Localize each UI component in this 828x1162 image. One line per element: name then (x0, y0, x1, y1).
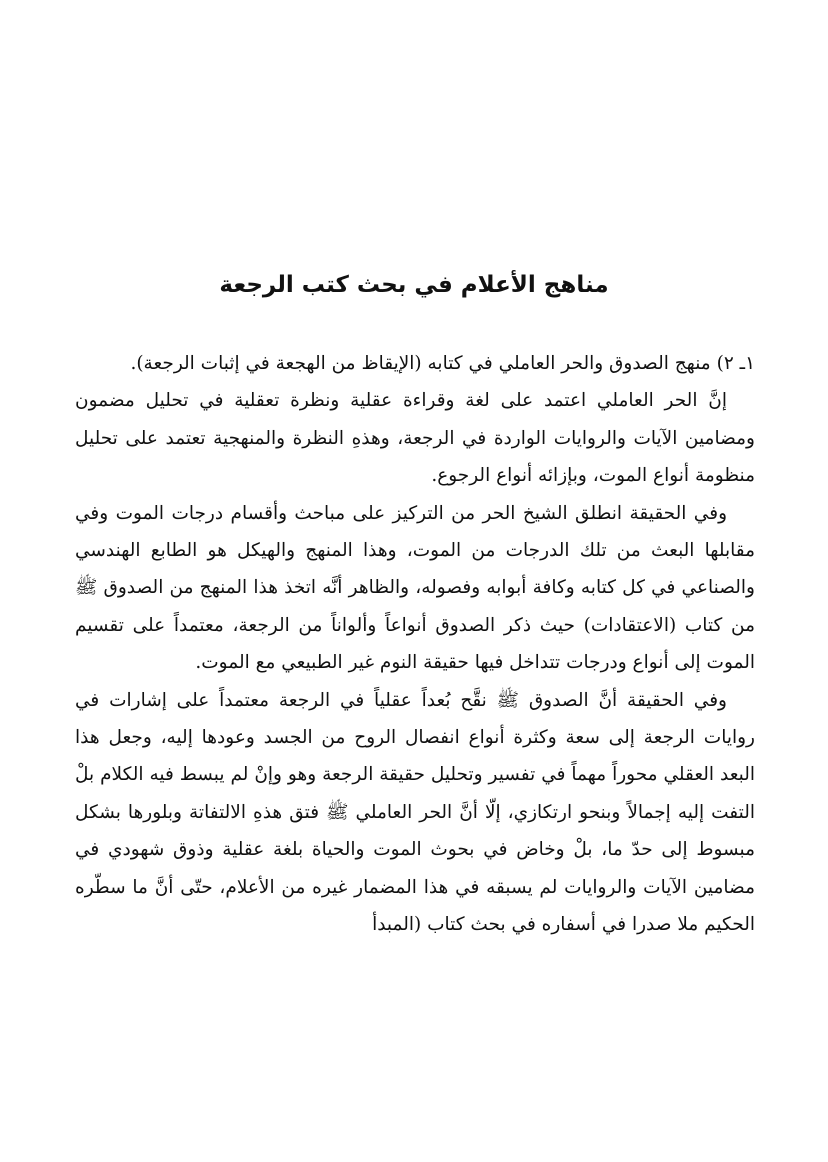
body-text (75, 345, 755, 944)
paragraph: وفي الحقيقة أنَّ الصدوق ﷺ نقَّح بُعداً عقلياً في الرجعة معتمداً على إشارات في روايات الرجعة إلى سعة وكثرة أنواع انفصال الروح من الجسد وعودها إليه، وجعل هذا البعد العقلي محوراً مهماً في تفسير وتحليل حقيقة الرجعة وهو وإنْ لم يبسط فيه الكلام بلْ التفت إليه إجمالاً وبنحو ارتكازي، إلّا أنَّ الحر العاملي ﷺ فتق هذهِ الالتفاتة وبلورها بشكل مبسوط إلى حدّ ما، بلْ وخاض في بحوث الموت والحياة بلغة عقلية وذوق شهودي في مضامين الآيات والروايات لم يسبقه في هذا المضمار غيره من الأعلام، حتّى أنَّ ما سطّره الحكيم ملا صدرا في أسفاره في بحث كتاب (المبدأ (75, 689, 755, 936)
paragraph: وفي الحقيقة انطلق الشيخ الحر من التركيز على مباحث وأقسام درجات الموت وفي مقابلها البعث من تلك الدرجات من الموت، وهذا المنهج والهيكل هو الطابع الهندسي والصناعي في كل كتابه وكافة أبوابه وفصوله، والظاهر أنَّه اتخذ هذا المنهج من الصدوق ﷺ من كتاب (الاعتقادات) حيث ذكر الصدوق أنواعاً وألواناً من الرجعة، معتمداً على تقسيم الموت إلى أنواع ودرجات تتداخل فيها حقيقة النوم غير الطبيعي مع الموت. (75, 502, 755, 674)
paragraph: إنَّ الحر العاملي اعتمد على لغة وقراءة عقلية ونظرة تعقلية في تحليل مضمون ومضامين الآيات والروايات الواردة في الرجعة، وهذهِ النظرة والمنهجية تعتمد على تحليل منظومة أنواع الموت، وبإزائه أنواع الرجوع. (75, 390, 755, 487)
paragraph-heading: ١ـ ٢) منهج الصدوق والحر العاملي في كتابه (الإيقاظ من الهجعة في إثبات الرجعة). (130, 353, 755, 374)
page-title: مناهج الأعلام في بحث كتب الرجعة (219, 272, 609, 298)
